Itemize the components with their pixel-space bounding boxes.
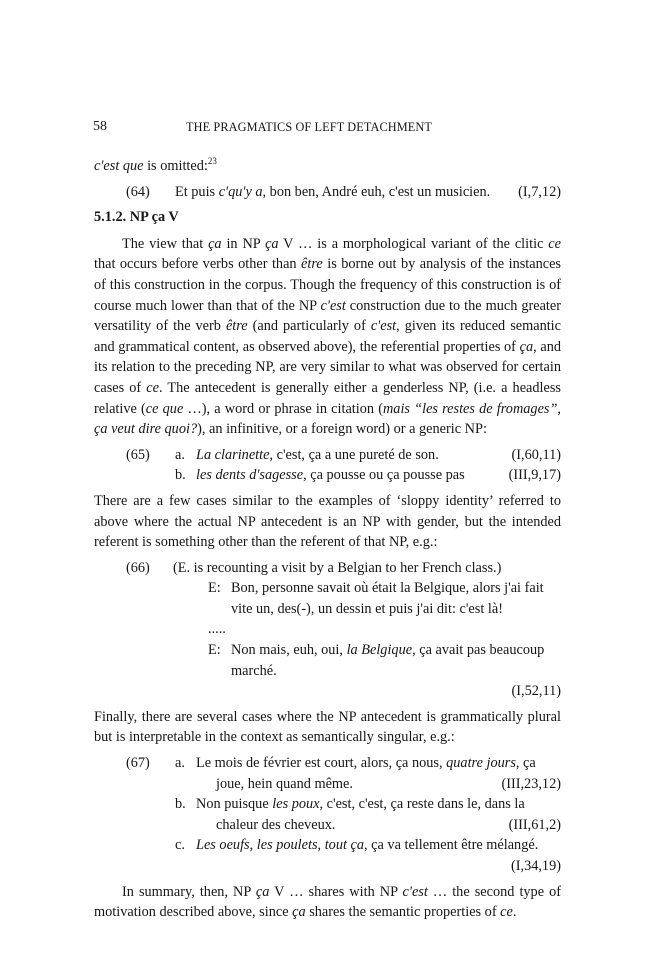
ellipsis: ..... <box>208 621 226 638</box>
example-ref: (III,23,12) <box>501 775 561 792</box>
running-head: THE PRAGMATICS OF LEFT DETACHMENT <box>186 120 432 134</box>
example-65 <box>94 445 561 486</box>
example-ref: (I,7,12) <box>518 183 561 200</box>
example-number: (65) <box>126 446 150 463</box>
speaker-turn: Non mais, euh, oui, la Belgique, ça avait pas beaucoup marché. <box>231 642 545 679</box>
example-context: (E. is recounting a visit by a Belgian to her French class.) <box>173 559 502 576</box>
example-label: c. <box>175 837 185 854</box>
example-text: joue, hein quand même. <box>216 775 353 792</box>
example-text: Les oeufs, les poulets, tout ça, ça va tellement être mélangé. <box>196 837 539 854</box>
example-label: a. <box>175 446 185 463</box>
example-label: b. <box>175 467 186 484</box>
example-67 <box>94 753 561 877</box>
page-number: 58 <box>93 119 107 134</box>
example-label: a. <box>175 755 185 772</box>
example-66 <box>94 558 561 702</box>
example-ref: (I,34,19) <box>510 858 561 874</box>
speaker-label: E: <box>208 580 221 597</box>
example-text: chaleur des cheveux. <box>216 816 336 833</box>
example-number: (67) <box>126 755 150 772</box>
speaker-turn: Bon, personne savait où était la Belgique, alors j'ai fait vite un, des(-), un dessin et puis j'ai dit: c'est là! <box>231 580 544 617</box>
example-ref: (III,61,2) <box>508 816 561 833</box>
example-ref: (I,60,11) <box>511 446 561 463</box>
example-text: La clarinette, c'est, ça a une pureté de son. <box>196 446 439 463</box>
example-64 <box>94 182 561 203</box>
example-ref: (III,9,17) <box>508 467 561 484</box>
footnote-ref[interactable]: 23 <box>207 156 217 167</box>
page-body <box>94 156 561 923</box>
speaker-label: E: <box>208 642 221 659</box>
paragraph-3: Finally, there are several cases where the NP antecedent is grammatically plural but is interpretable in the context as semantically singular, e.g.: <box>94 708 561 746</box>
example-number: (66) <box>126 559 150 576</box>
example-text: les dents d'sagesse, ça pousse ou ça pousse pas <box>196 467 465 484</box>
example-label: b. <box>175 796 186 813</box>
example-text: Non puisque les poux, c'est, c'est, ça reste dans le, dans la <box>196 796 525 813</box>
example-text: Le mois de février est court, alors, ça nous, quatre jours, ça <box>196 755 536 772</box>
intro-line: c'est que is omitted:$^{23}$ <box>94 156 217 174</box>
section-heading: 5.1.2. NP ça V <box>94 209 179 226</box>
example-ref: (I,52,11) <box>511 683 561 700</box>
example-number: (64) <box>126 183 150 200</box>
example-text: Et puis c'qu'y a, bon ben, André euh, c'est un musicien. <box>175 183 491 200</box>
paragraph-1: The view that ça in NP ça V … is a morphological variant of the clitic ce that occurs before verbs other than être is borne out by analysis of the instances of this construction in the corpus. Though the frequency of this construction is of course much lower than that of the NP c'est construction due to the much greater versatility of the verb être (and particularly of c'est, given its reduced semantic and grammatical content, as observed above), the referential properties of ça, and its relation to the preceding NP, are very similar to what was observed for certain cases of ce. The antecedent is generally either a genderless NP, (i.e. a headless relative (ce que …), a word or phrase in citation (mais “les restes de fromages”, ça veut dire quoi?), an infinitive, or a foreign word) or a generic NP: <box>94 235 562 438</box>
paragraph-2: There are a few cases similar to the examples of ‘sloppy identity’ referred to above where the actual NP antecedent is an NP with gender, but the intended referent is something other than the referent of that NP, e.g.: <box>94 492 561 551</box>
paragraph-4: In summary, then, NP ça V … shares with NP c'est … the second type of motivation described above, since ça shares the semantic properties of ce. <box>94 883 561 921</box>
